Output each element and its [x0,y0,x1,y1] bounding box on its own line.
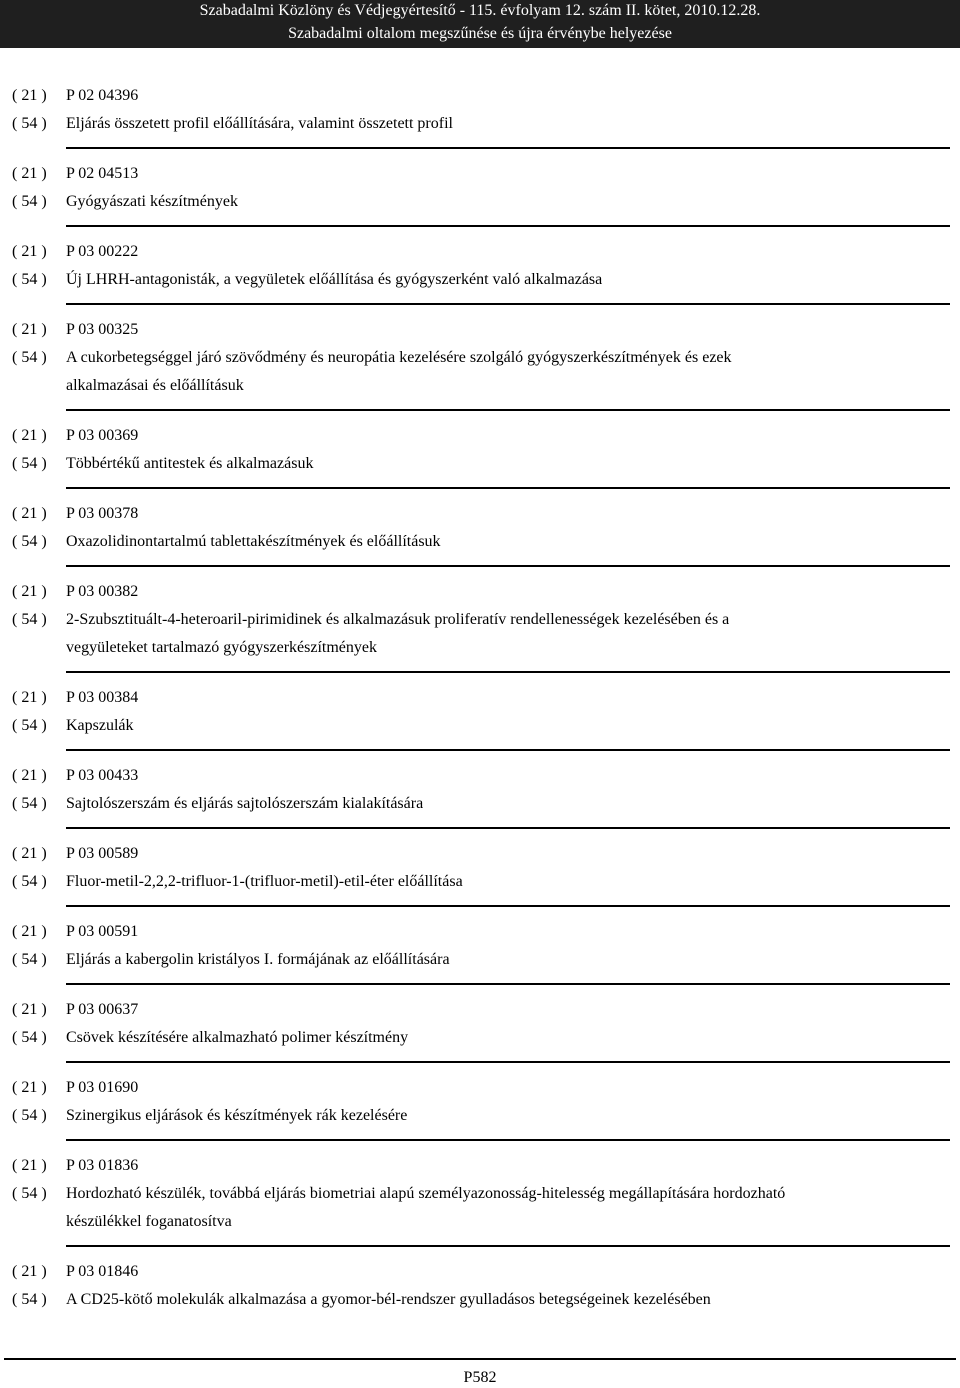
inid-code-21: ( 21 ) [12,1157,47,1174]
entry-separator [66,983,950,985]
patent-entry [0,422,960,478]
entry-separator [66,905,950,907]
application-number: P 03 01690 [66,1079,139,1096]
title-row [0,1286,960,1314]
invention-title: alkalmazásai és előállításuk [66,377,244,394]
application-number: P 03 00384 [66,689,139,706]
application-number-row [0,762,960,790]
application-number-row [0,1152,960,1180]
entry-separator [66,409,950,411]
title-row [0,1024,960,1052]
invention-title: Szinergikus eljárások és készítmények rák kezelésére [66,1107,408,1124]
invention-title: Új LHRH-antagonisták, a vegyületek előállítása és gyógyszerként való alkalmazása [66,271,603,288]
inid-code-54: ( 54 ) [12,717,47,734]
footer-divider [4,1358,956,1360]
inid-code-21: ( 21 ) [12,1263,47,1280]
title-row [0,1208,960,1236]
invention-title: Hordozható készülék, továbbá eljárás biometriai alapú személyazonosság-hitelesség megállapítására hordozható [66,1185,786,1202]
application-number: P 03 00382 [66,583,139,600]
invention-title: Eljárás összetett profil előállítására, valamint összetett profil [66,115,453,132]
application-number-row [0,1258,960,1286]
application-number: P 02 04396 [66,87,139,104]
inid-code-54: ( 54 ) [12,193,47,210]
title-row [0,712,960,740]
patent-entry [0,578,960,662]
inid-code-54: ( 54 ) [12,1107,47,1124]
inid-code-54: ( 54 ) [12,455,47,472]
patent-entry [0,1074,960,1130]
inid-code-21: ( 21 ) [12,1079,47,1096]
title-row [0,868,960,896]
application-number-row [0,422,960,450]
inid-code-21: ( 21 ) [12,427,47,444]
application-number-row [0,238,960,266]
entry-separator [66,303,950,305]
invention-title: Sajtolószerszám és eljárás sajtolószerszám kialakítására [66,795,424,812]
application-number-row [0,500,960,528]
application-number-row [0,160,960,188]
entry-separator [66,749,950,751]
application-number-row [0,82,960,110]
inid-code-54: ( 54 ) [12,349,47,366]
application-number: P 03 00433 [66,767,139,784]
invention-title: Gyógyászati készítmények [66,193,238,210]
patent-entry [0,82,960,138]
inid-code-54: ( 54 ) [12,115,47,132]
invention-title: Többértékű antitestek és alkalmazásuk [66,455,314,472]
title-row [0,634,960,662]
inid-code-54: ( 54 ) [12,1185,47,1202]
application-number-row [0,316,960,344]
inid-code-21: ( 21 ) [12,165,47,182]
inid-code-21: ( 21 ) [12,505,47,522]
title-row [0,266,960,294]
title-row [0,528,960,556]
title-row [0,790,960,818]
patent-entry [0,840,960,896]
patent-entry [0,1152,960,1236]
title-row [0,110,960,138]
inid-code-54: ( 54 ) [12,873,47,890]
inid-code-54: ( 54 ) [12,533,47,550]
invention-title: Csövek készítésére alkalmazható polimer készítmény [66,1029,409,1046]
inid-code-21: ( 21 ) [12,767,47,784]
application-number: P 03 00369 [66,427,139,444]
inid-code-21: ( 21 ) [12,87,47,104]
patent-entry [0,316,960,400]
inid-code-21: ( 21 ) [12,689,47,706]
title-row [0,188,960,216]
inid-code-21: ( 21 ) [12,1001,47,1018]
title-row [0,344,960,372]
invention-title: 2-Szubsztituált-4-heteroaril-pirimidinek és alkalmazásuk proliferatív rendellenességek kezelésében és a [66,611,730,628]
invention-title: Eljárás a kabergolin kristályos I. formájának az előállítására [66,951,450,968]
entry-separator [66,225,950,227]
application-number: P 03 00222 [66,243,139,260]
entry-separator [66,827,950,829]
invention-title: A cukorbetegséggel járó szövődmény és neuropátia kezelésére szolgáló gyógyszerkészítmények és ezek [66,349,732,366]
inid-code-54: ( 54 ) [12,951,47,968]
inid-code-21: ( 21 ) [12,845,47,862]
inid-code-21: ( 21 ) [12,321,47,338]
title-row [0,450,960,478]
patent-entry [0,918,960,974]
patent-entry [0,762,960,818]
application-number-row [0,684,960,712]
application-number-row [0,1074,960,1102]
inid-code-21: ( 21 ) [12,583,47,600]
section-title: Szabadalmi oltalom megszűnése és újra érvénybe helyezése [288,25,672,42]
application-number: P 03 00325 [66,321,139,338]
application-number: P 02 04513 [66,165,139,182]
entry-separator [66,565,950,567]
invention-title: Oxazolidinontartalmú tablettakészítmények és előállításuk [66,533,441,550]
application-number: P 03 01846 [66,1263,139,1280]
application-number: P 03 00591 [66,923,139,940]
patent-entry [0,684,960,740]
application-number: P 03 00637 [66,1001,139,1018]
invention-title: vegyületeket tartalmazó gyógyszerkészítmények [66,639,377,656]
inid-code-54: ( 54 ) [12,1291,47,1308]
patent-entry [0,996,960,1052]
patent-entry [0,1258,960,1314]
inid-code-54: ( 54 ) [12,795,47,812]
invention-title: Kapszulák [66,717,134,734]
title-row [0,946,960,974]
entry-separator [66,1061,950,1063]
application-number-row [0,918,960,946]
entry-separator [66,147,950,149]
entry-separator [66,487,950,489]
title-row [0,606,960,634]
inid-code-54: ( 54 ) [12,1029,47,1046]
title-row [0,1102,960,1130]
entry-separator [66,1245,950,1247]
application-number-row [0,840,960,868]
application-number-row [0,578,960,606]
inid-code-21: ( 21 ) [12,243,47,260]
inid-code-54: ( 54 ) [12,611,47,628]
invention-title: Fluor-metil-2,2,2-trifluor-1-(trifluor-metil)-etil-éter előállítása [66,873,463,890]
inid-code-54: ( 54 ) [12,271,47,288]
entry-separator [66,1139,950,1141]
journal-title: Szabadalmi Közlöny és Védjegyértesítő - 115. évfolyam 12. szám II. kötet, 2010.12.28. [199,2,761,19]
patent-entry [0,160,960,216]
inid-code-21: ( 21 ) [12,923,47,940]
application-number: P 03 00589 [66,845,139,862]
title-row [0,1180,960,1208]
application-number: P 03 01836 [66,1157,139,1174]
patent-entry [0,500,960,556]
entry-separator [66,671,950,673]
invention-title: A CD25-kötő molekulák alkalmazása a gyomor-bél-rendszer gyulladásos betegségeinek kezelésében [66,1291,711,1308]
application-number-row [0,996,960,1024]
patent-entry [0,238,960,294]
application-number: P 03 00378 [66,505,139,522]
title-row [0,372,960,400]
invention-title: készülékkel foganatosítva [66,1213,232,1230]
page-header [0,0,960,48]
page-number: P582 [463,1369,497,1386]
